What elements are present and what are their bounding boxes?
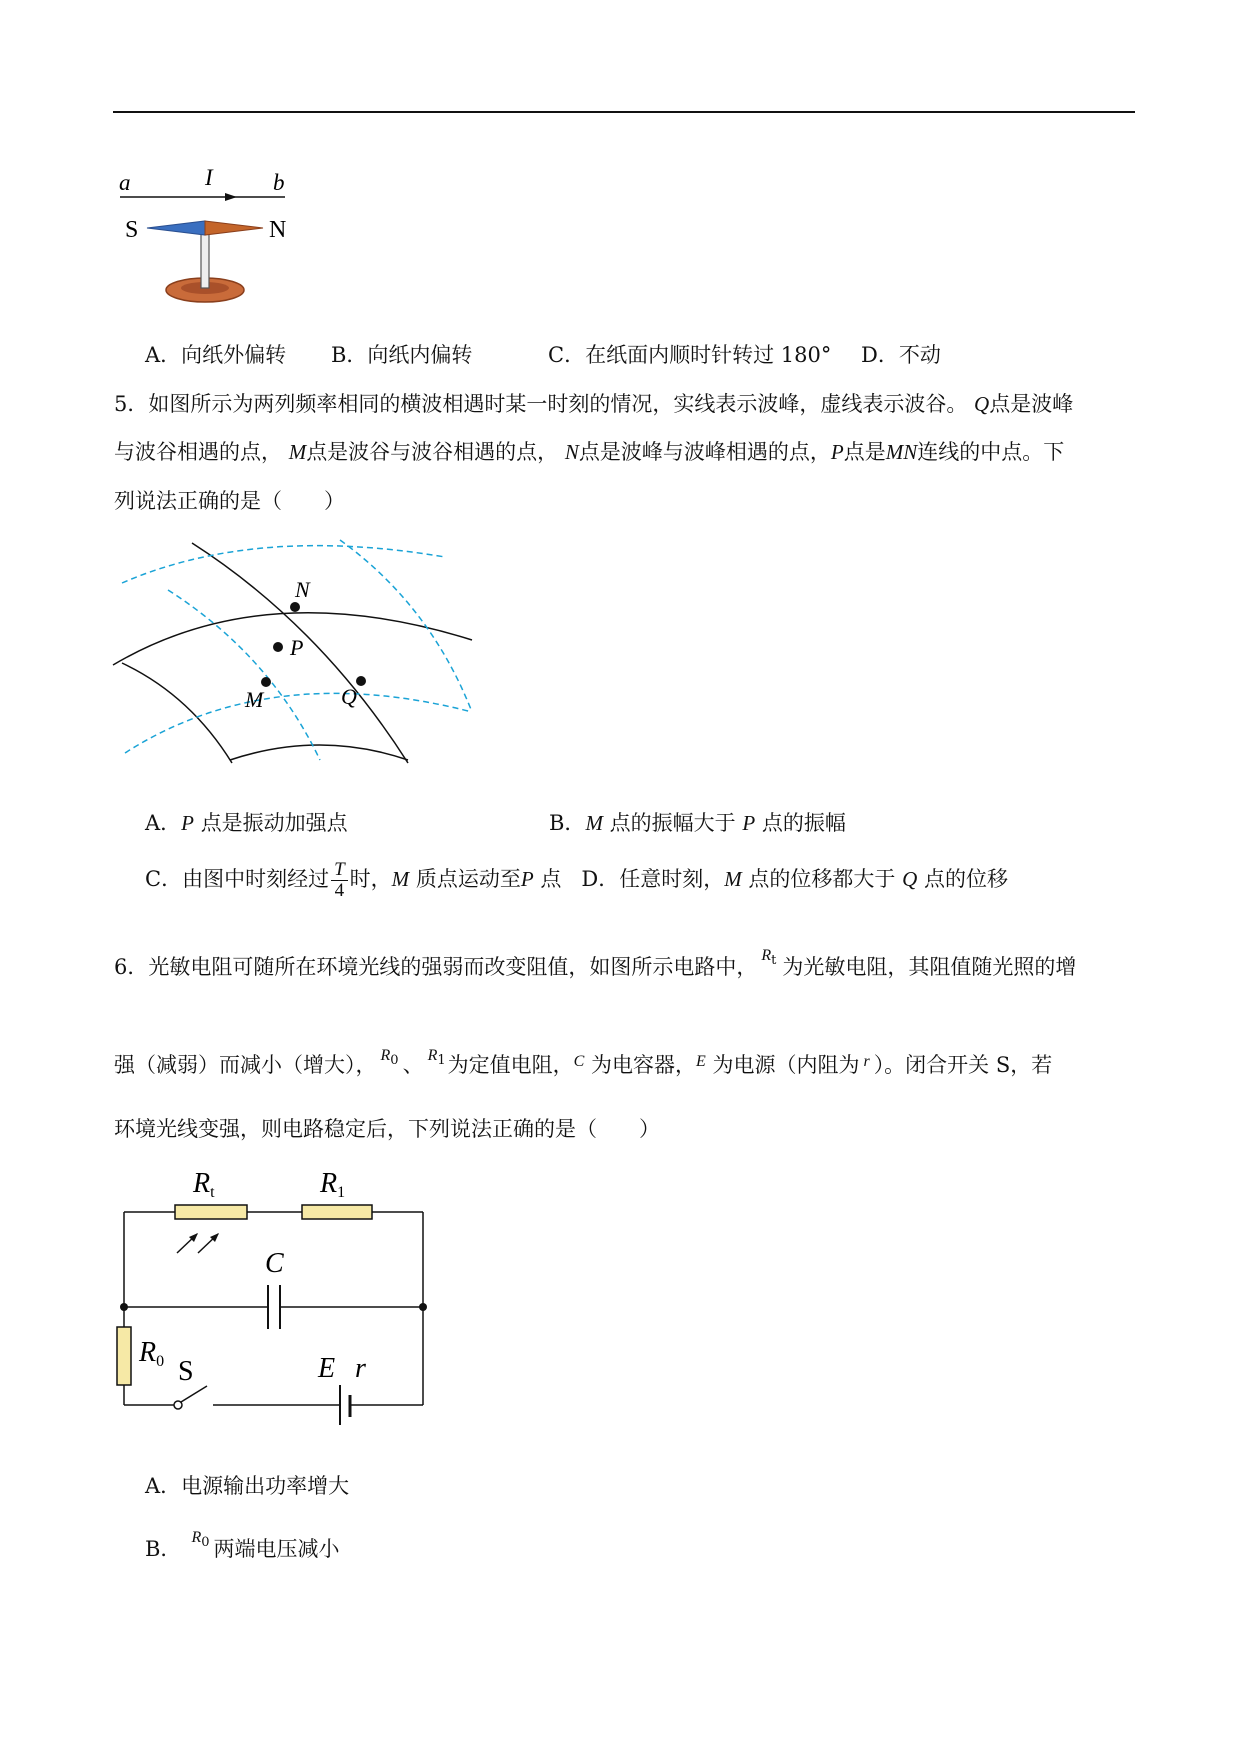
q4-option-a: A．向纸外偏转 — [145, 343, 287, 367]
resistor-R1 — [302, 1205, 372, 1219]
q4-option-c: C．在纸面内顺时针转过 180° — [548, 343, 832, 367]
junction-right — [419, 1303, 427, 1311]
needle-south-half — [147, 221, 205, 235]
label-r: r — [355, 1353, 366, 1384]
circuit-figure — [110, 1155, 430, 1435]
pole-label-N: N — [269, 217, 287, 243]
trough-line-2 — [125, 693, 472, 753]
trough-line-4 — [340, 540, 472, 712]
label-M: M — [245, 687, 264, 712]
q6-stem-line2: 强（减弱）而减小（增大）， $R_0$ 、 $R_1$为定值电阻，$^C$ 为电容器，$^E$ 为电源（内阻为 $^r$ ）。闭合开关 S，若 — [114, 1047, 1053, 1077]
pole-label-S: S — [125, 217, 139, 243]
crest-line-3 — [122, 663, 232, 763]
current-arrow-icon — [225, 193, 237, 201]
point-Q — [356, 676, 366, 686]
point-P — [273, 642, 283, 652]
q5-option-a: A．P 点是振动加强点 — [145, 811, 348, 835]
wave-interference-figure — [110, 535, 490, 770]
label-R1: R1 — [320, 1168, 346, 1201]
point-M — [261, 677, 271, 687]
needle-north-half — [205, 221, 263, 235]
q6-stem-line1: 6．光敏电阻可随所在环境光线的强弱而改变阻值，如图所示电路中， $R_t$ 为光敏电阻，其阻值随光照的增 — [114, 947, 1077, 979]
q5-stem-line1: 5．如图所示为两列频率相同的横波相遇时某一时刻的情况，实线表示波峰，虚线表示波谷。 Q点是波峰 — [114, 392, 1074, 416]
trough-line-1 — [122, 546, 445, 583]
resistor-Rt — [175, 1205, 247, 1219]
q5-stem-line2: 与波谷相遇的点， M点是波谷与波谷相遇的点， N点是波峰与波峰相遇的点，P点是MN连线的中点。下 — [114, 440, 1065, 464]
junction-left — [120, 1303, 128, 1311]
crest-line-4 — [230, 745, 408, 760]
label-Q: Q — [341, 684, 357, 709]
q5-option-d: D．任意时刻，M 点的位移都大于 Q 点的位移 — [581, 866, 1008, 891]
label-P: P — [290, 635, 304, 660]
q4-option-b: B．向纸内偏转 — [331, 343, 473, 367]
q5-stem-line3: 列说法正确的是（ ） — [114, 489, 345, 513]
compass-figure — [105, 160, 305, 310]
label-N: N — [295, 577, 310, 602]
label-R0: R0 — [139, 1337, 165, 1370]
point-N — [290, 602, 300, 612]
resistor-R0 — [117, 1327, 131, 1385]
switch-pivot — [174, 1401, 182, 1409]
compass-stand — [201, 230, 209, 288]
q6-stem-line3: 环境光线变强，则电路稳定后，下列说法正确的是（ ） — [114, 1117, 660, 1141]
label-E: E — [318, 1353, 336, 1384]
q5-options-cd — [145, 860, 1008, 901]
trough-line-3 — [168, 590, 320, 760]
q5-option-c: C．由图中时刻经过 $\frac{T}{4}$ 时，M 质点运动至P 点 — [145, 859, 562, 901]
fraction-T-over-4: $\frac{T}{4}$ — [331, 860, 348, 901]
label-C: C — [265, 1248, 284, 1279]
q6-option-a: A．电源输出功率增大 — [145, 1474, 350, 1498]
current-label-I: I — [205, 165, 213, 190]
q5-option-b: B．M 点的振幅大于 P 点的振幅 — [549, 811, 846, 835]
switch-S — [181, 1386, 207, 1402]
wire-label-b: b — [273, 170, 285, 195]
wire-label-a: a — [119, 170, 131, 195]
header-rule — [113, 111, 1135, 113]
q4-option-d: D．不动 — [861, 343, 941, 367]
q6-option-b: B． $R_0$ 两端电压减小 — [145, 1529, 340, 1561]
label-S: S — [178, 1356, 194, 1387]
label-Rt: Rt — [193, 1168, 215, 1201]
